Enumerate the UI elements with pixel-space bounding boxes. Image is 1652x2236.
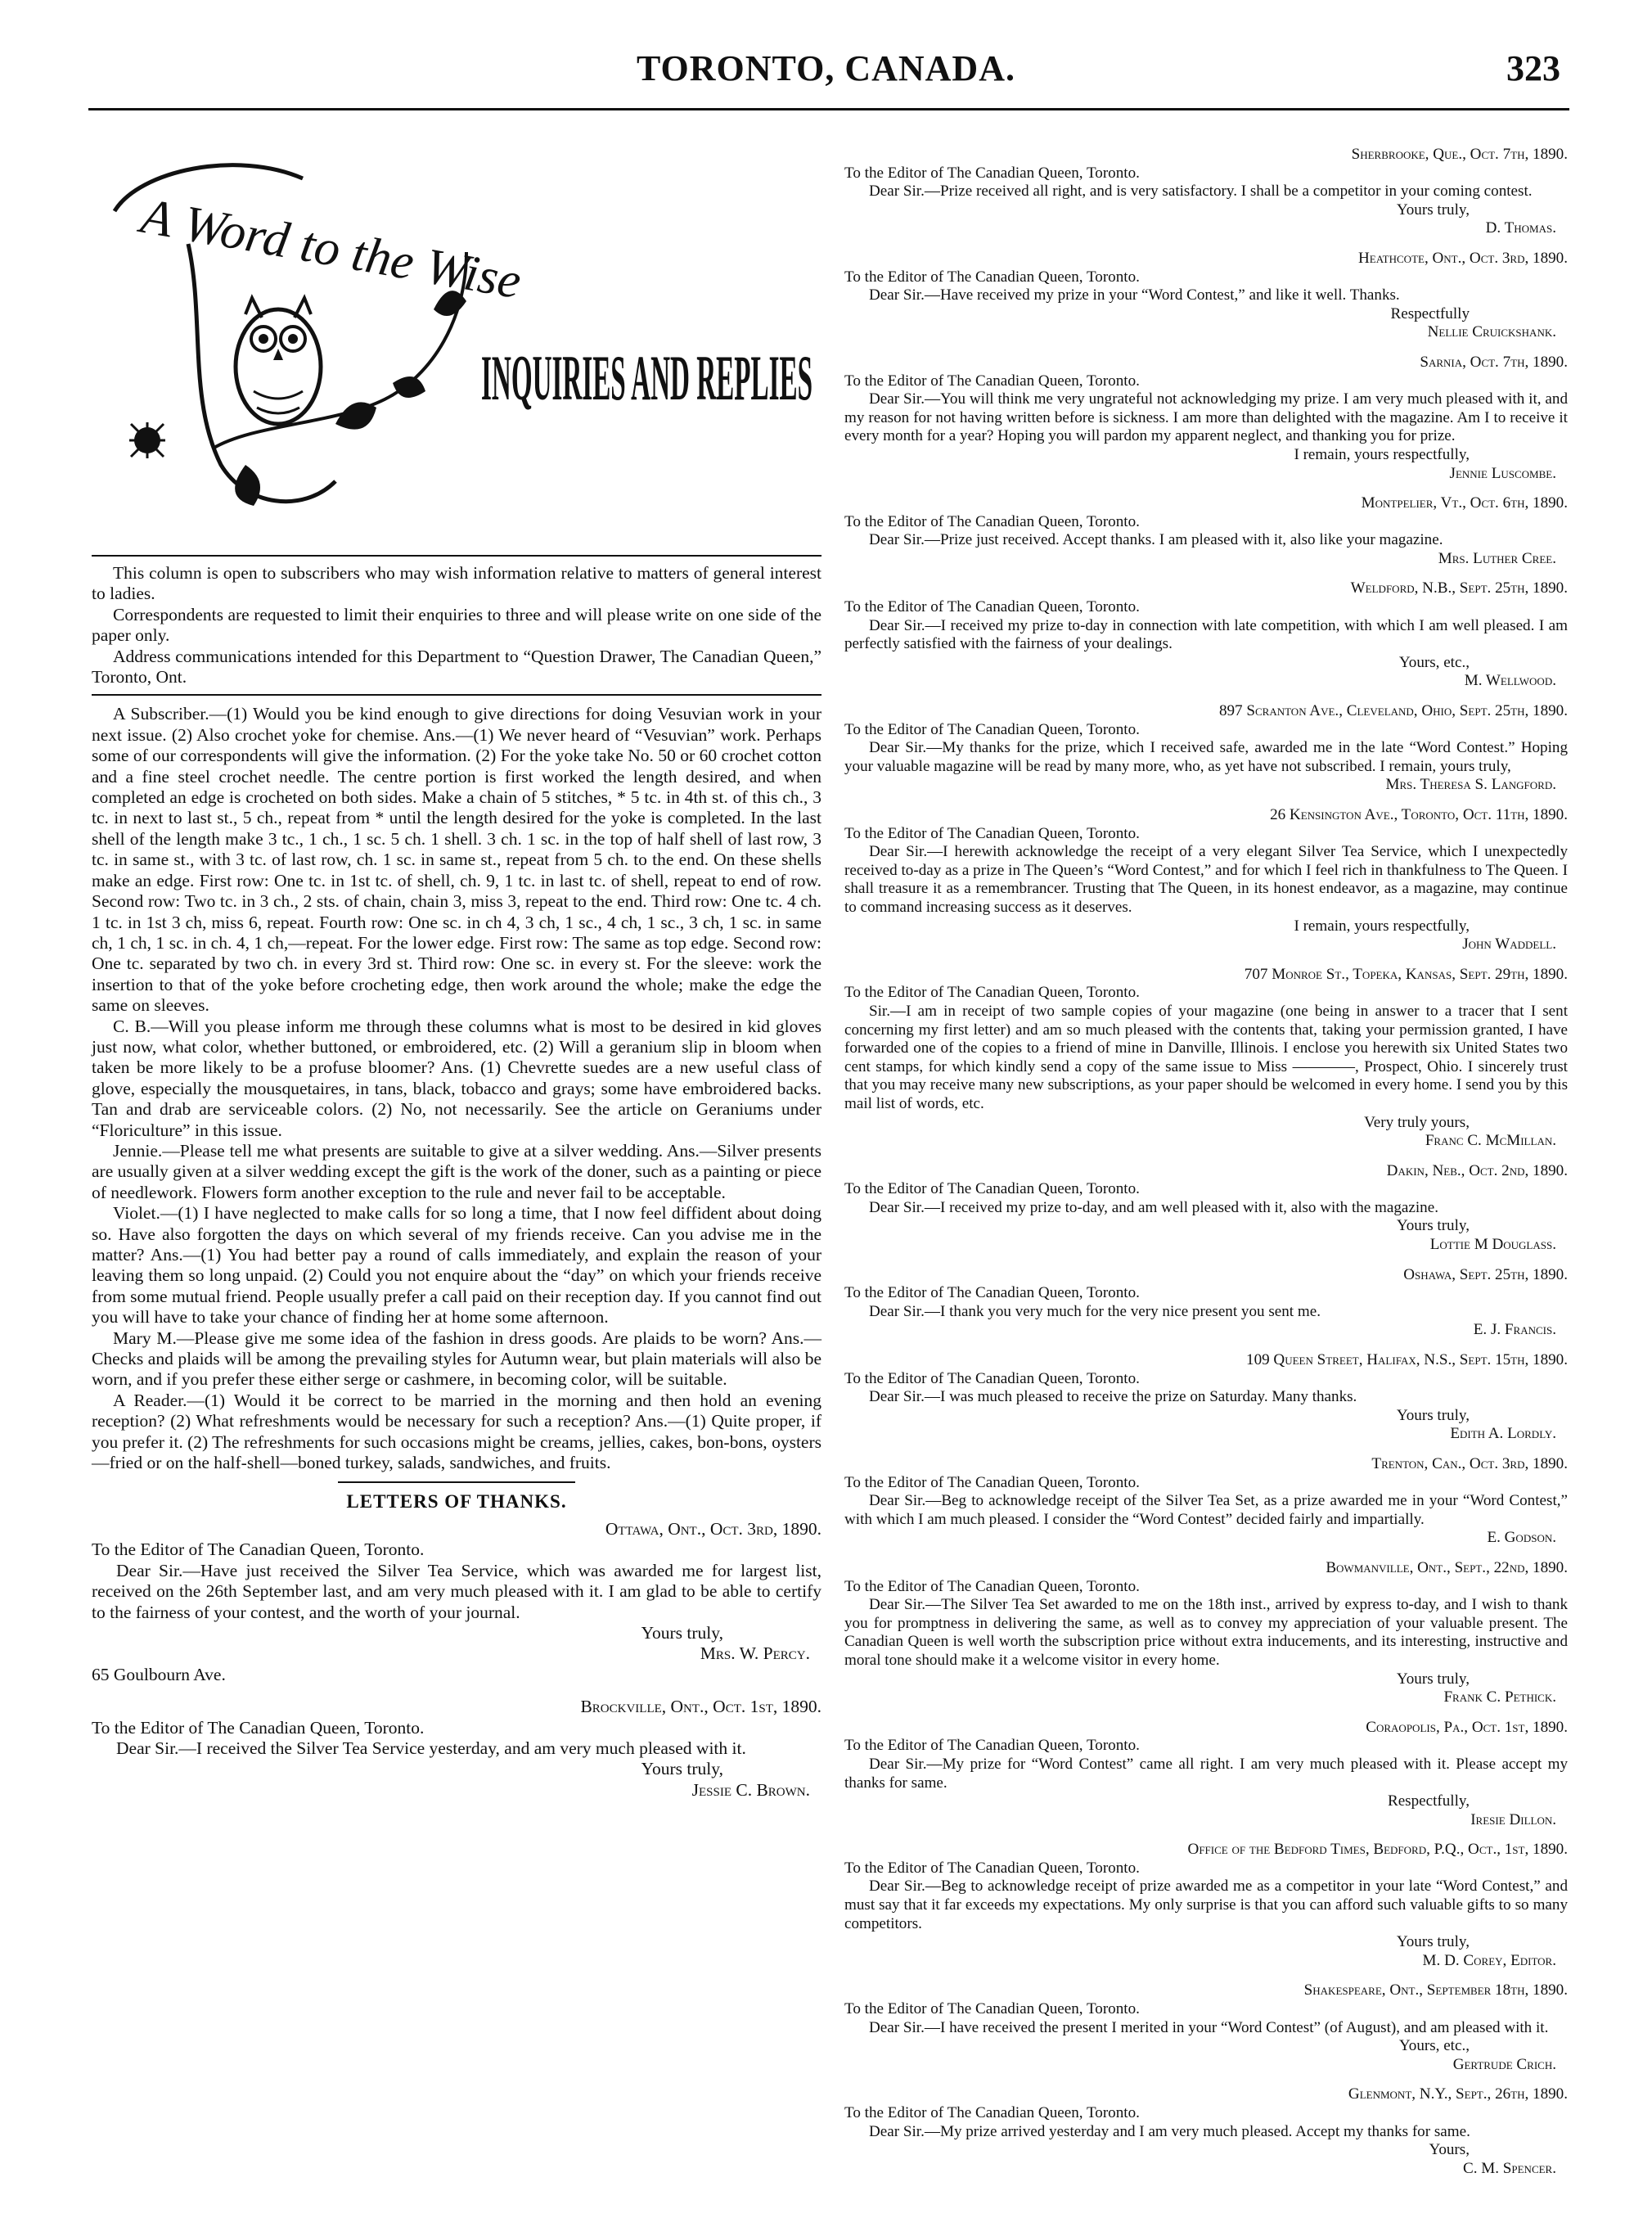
letter-body: Dear Sir.—Prize received all right, and is very satisfactory. I shall be a competitor in your coming contest. (869, 183, 1533, 201)
letter (844, 579, 1568, 691)
letter-signature: Nellie Cruickshank. (1427, 323, 1556, 341)
letters-heading: LETTERS OF THANKS. (346, 1491, 567, 1512)
letter (92, 1519, 821, 1685)
letter (844, 354, 1568, 483)
letter-place-date: Office of the Bedford Times, Bedford, P.Q., Oct., 1st, 1890. (1187, 1841, 1568, 1859)
letter-salutation-line: To the Editor of The Canadian Queen, Toronto. (844, 824, 1140, 842)
letter-body: Dear Sir.—My prize for “Word Contest” came all right. I am very much pleased with it. Please accept my thanks for same. (844, 1755, 1568, 1792)
letter-place-date: Trenton, Can., Oct. 3rd, 1890. (1371, 1455, 1568, 1472)
letter-salutation-line: To the Editor of The Canadian Queen, Toronto. (844, 720, 1140, 738)
letter-body: Dear Sir.—I received my prize to-day in connection with late competition, with which I am well pleased. I am perfectly satisfied with the fairness of your dealings. (844, 616, 1568, 653)
letter-place-date: Brockville, Ont., Oct. 1st, 1890. (580, 1697, 821, 1717)
inquiry-item: C. B.—Will you please inform me through these columns what is most to be desired in kid gloves just now, what color, whether buttoned, or embroidered, etc. (2) Will a geranium slip in bloom when taken be more likely to be a profuse bloomer? Ans. (1) Chevrette suedes are a new useful class of glove, especially the mousquetaires, in tans, black, tobacco and grays; some have embroidered backs. Tan and drab are serviceable colors. (2) No, not necessarily. See the article on Geraniums under “Floriculture” in this issue. (92, 1016, 821, 1140)
letter-signature: C. M. Spencer. (1462, 2159, 1556, 2177)
letter-closing: Respectfully, (1387, 1792, 1470, 1810)
letter-salutation-line: To the Editor of The Canadian Queen, Toronto. (844, 1369, 1140, 1387)
letter-closing: Yours, (1429, 2141, 1470, 2159)
owl-icon (236, 298, 321, 424)
letter-place-date: 707 Monroe St., Topeka, Kansas, Sept. 29th, 1890. (1244, 965, 1568, 983)
header-rule (88, 108, 1569, 110)
letter-signature: D. Thomas. (1485, 219, 1556, 237)
letter-closing: Yours truly, (1396, 201, 1470, 219)
letters-right-list (844, 146, 1568, 2178)
letter (844, 702, 1568, 795)
letter-salutation-line: To the Editor of The Canadian Queen, Toronto. (844, 1859, 1140, 1877)
letter-place-date: Ottawa, Ont., Oct. 3rd, 1890. (605, 1518, 821, 1539)
letter-place-date: Montpelier, Vt., Oct. 6th, 1890. (1361, 494, 1568, 512)
letter-body: Dear Sir.—I was much pleased to receive the prize on Saturday. Many thanks. (869, 1388, 1357, 1406)
letter-place-date: Shakespeare, Ont., September 18th, 1890. (1303, 1981, 1568, 1999)
letter-place-date: Glenmont, N.Y., Sept., 26th, 1890. (1348, 2085, 1568, 2103)
letter-place-date: Sarnia, Oct. 7th, 1890. (1420, 353, 1568, 371)
letter-closing: Yours, etc., (1398, 2037, 1470, 2055)
letter-signature: E. J. Francis. (1473, 1321, 1556, 1339)
letter-signature: Gertrude Crich. (1452, 2055, 1556, 2073)
letter-salutation-line: To the Editor of The Canadian Queen, Toronto. (844, 1284, 1140, 1302)
letter-signature: Iresie Dillon. (1470, 1810, 1556, 1828)
letter-body: Dear Sir.—My prize arrived yesterday and I am very much pleased. Accept my thanks for same. (869, 2122, 1470, 2140)
letter-place-date: Bowmanville, Ont., Sept., 22nd, 1890. (1326, 1558, 1568, 1576)
letter-closing: Yours truly, (641, 1622, 723, 1643)
letter-signature: Jessie C. Brown. (691, 1779, 810, 1800)
letter-body: Dear Sir.—Have received my prize in your “Word Contest,” and like it well. Thanks. (869, 286, 1400, 304)
letter-salutation-line: To the Editor of The Canadian Queen, Toronto. (844, 268, 1140, 286)
letters-left-list (92, 1519, 821, 1801)
letter (844, 250, 1568, 342)
divider-rule (338, 1481, 575, 1483)
letter-signature: M. Wellwood. (1464, 672, 1556, 690)
letter (844, 806, 1568, 954)
letter-salutation-line: To the Editor of The Canadian Queen, Toronto. (844, 164, 1140, 182)
letter-body: Dear Sir.—Beg to acknowledge receipt of prize awarded me as a competitor in your late “Word Contest,” and must say that it far exceeds my expectations. My only surprise is that you can afford such valuable gifts to so many competitors. (844, 1878, 1568, 1932)
inquiries-and-replies-logo (90, 154, 817, 530)
letter-body: Dear Sir.—Beg to acknowledge receipt of the Silver Tea Set, as a prize awarded me in your “Word Contest,” with which I am much pleased. I consider the “Word Contest” decided fairly and impartially. (844, 1492, 1568, 1528)
letter-body: Dear Sir.—Prize just received. Accept thanks. I am pleased with it, also like your magazine. (869, 531, 1443, 549)
right-column (844, 146, 1568, 2189)
letter (844, 1981, 1568, 2074)
letter-salutation-line: To the Editor of The Canadian Queen, Toronto. (92, 1540, 425, 1560)
letter-salutation-line: To the Editor of The Canadian Queen, Toronto. (844, 984, 1140, 1002)
letter-closing: Very truly yours, (1364, 1113, 1470, 1131)
letter (844, 1266, 1568, 1340)
letter-closing: Yours truly, (1396, 1933, 1470, 1951)
letter (844, 1559, 1568, 1707)
letter-signature: M. D. Corey, Editor. (1422, 1951, 1556, 1969)
letter-salutation-line: To the Editor of The Canadian Queen, Toronto. (844, 1180, 1140, 1198)
letter-body: Dear Sir.—I herewith acknowledge the receipt of a very elegant Silver Tea Service, which I unexpectedly received to-day as a prize in The Queen’s “Word Contest,” and for which I feel rich in thankfulness to The Queen. I shall treasure it as a remembrancer. Trusting that The Queen, in its honest endeavor, as a magazine, may continue to command increasing success as it deserves. (844, 843, 1568, 916)
inquiries-list (92, 704, 821, 1473)
inquiry-item: Violet.—(1) I have neglected to make calls for so long a time, that I now feel diffident about doing so. Have also forgotten the days on which several of my friends receive. Can you advise me in the matter? Ans.—(1) You had better pay a round of calls immediately, and explain the reason of your leaving them so long unpaid. (2) Could you not enquire about the “day” on which your friends receive from some mutual friend. People usually prefer a call paid on their reception day. If you cannot find out you will have to take your chance of finding her at home some afternoon. (92, 1203, 821, 1328)
letter-closing: Respectfully (1390, 304, 1470, 322)
letter-salutation-line: To the Editor of The Canadian Queen, Toronto. (844, 372, 1140, 390)
letter-place-date: 109 Queen Street, Halifax, N.S., Sept. 15th, 1890. (1246, 1351, 1568, 1369)
letter-salutation-line: To the Editor of The Canadian Queen, Toronto. (844, 1577, 1140, 1595)
letter-signature: Jennie Luscombe. (1449, 464, 1556, 482)
letter-signature: John Waddell. (1462, 935, 1556, 953)
letter (844, 146, 1568, 238)
letter-body: Dear Sir.—You will think me very ungrateful not acknowledging my prize. I am very much pleased with it, and my reason for not having written before is sickness. I am more than delighted with the magazine. Am I to receive it every month for a year? Hoping you will pardon my apparent neglect, and thanking you for prize. (844, 390, 1568, 445)
inquiry-item: Mary M.—Please give me some idea of the fashion in dress goods. Are plaids to be worn? Ans.—Checks and plaids will be among the prevailing styles for Autumn wear, but plain materials will also be worn, and if you prefer these either serge or cashmere, in becoming color, will be suitable. (92, 1328, 821, 1390)
letter-body: Sir.—I am in receipt of two sample copies of your magazine (one being in answer to a tracer that I sent concerning my first letter) and am so much pleased with the contents that, taking your permission granted, I have forwarded one of the copies to a friend of mine in Danville, Illinois. I enclose you herewith six United States two cent stamps, for which kindly send a copy of the same issue to Miss ————, Prospect, Ohio. I sincerely trust that you may receive many new subscriptions, as your paper should be welcomed in every home. I send you by this mail list of words, etc. (844, 1002, 1568, 1112)
letter-closing: Yours truly, (1396, 1217, 1470, 1235)
letter-salutation-line: To the Editor of The Canadian Queen, Toronto. (844, 512, 1140, 530)
letter-salutation-line: To the Editor of The Canadian Queen, Toronto. (844, 2104, 1140, 2121)
letter-closing: Yours, etc., (1398, 653, 1470, 671)
intro-paragraph: Correspondents are requested to limit their enquiries to three and will please write on one side of the paper only. (92, 604, 821, 646)
letter-closing: Yours truly, (1396, 1670, 1470, 1688)
letter-body: Dear Sir.—I received my prize to-day, and am well pleased with it, also with the magazine. (869, 1198, 1438, 1216)
letter-place-date: Weldford, N.B., Sept. 25th, 1890. (1350, 579, 1568, 597)
letter-salutation-line: To the Editor of The Canadian Queen, Toronto. (92, 1717, 425, 1738)
divider-rule (92, 694, 821, 696)
column-intro (92, 563, 821, 687)
letter-signature: E. Godson. (1487, 1529, 1556, 1547)
letter-signature: Mrs. Theresa S. Langford. (1385, 776, 1556, 794)
letter-body: Dear Sir.—The Silver Tea Set awarded to me on the 18th inst., arrived by express to-day, and I wish to thank you for promptness in delivering the same, as well as to convey my appreciation of your valuable present. The Canadian Queen is well worth the subscription price without extra inducements, and its interesting, instructive and moral tone should make it a welcome visitor in every home. (844, 1596, 1568, 1669)
inquiry-item: Jennie.—Please tell me what presents are suitable to give at a silver wedding. Ans.—Silver presents are usually given at a silver wedding except the gift is the work of the doner, such as a painting or piece of needlework. Flowers form another exception to the rule and never fail to be acceptable. (92, 1140, 821, 1202)
page-number: 323 (1506, 48, 1560, 88)
letter-signature: Mrs. W. Percy. (700, 1643, 810, 1664)
letter (844, 1351, 1568, 1444)
logo-text-word: A Word to the Wise (137, 187, 525, 310)
running-header (0, 47, 1652, 97)
spider-icon (129, 422, 165, 458)
letter (844, 966, 1568, 1151)
letter-body: Dear Sir.—I have received the present I merited in your “Word Contest” (of August), and am pleased with it. (869, 2018, 1549, 2036)
letter-signature: Mrs. Luther Cree. (1438, 549, 1556, 567)
letter-place-date: 897 Scranton Ave., Cleveland, Ohio, Sept. 25th, 1890. (1218, 702, 1568, 720)
letter-signature: Edith A. Lordly. (1450, 1425, 1556, 1443)
letter (844, 1162, 1568, 1255)
letter-place-date: Sherbrooke, Que., Oct. 7th, 1890. (1351, 146, 1568, 163)
letter-address: 65 Goulbourn Ave. (92, 1664, 226, 1684)
letter-closing: Yours truly, (1396, 1406, 1470, 1424)
letter (844, 494, 1568, 568)
letter-body: Dear Sir.—Have just received the Silver Tea Service, which was awarded me for largest list, received on the 26th September last, and am very much pleased with it. I am glad to be able to certify to the fairness of your contest, and the worth of your journal. (92, 1560, 821, 1622)
letter-signature: Lottie M Douglass. (1429, 1236, 1556, 1254)
letter-salutation-line: To the Editor of The Canadian Queen, Toronto. (844, 598, 1140, 616)
letter-closing: Yours truly, (641, 1759, 723, 1779)
inquiry-item: A Subscriber.—(1) Would you be kind enough to give directions for doing Vesuvian work in your next issue. (2) Also crochet yoke for chemise. Ans.—(1) We never heard of “Vesuvian” work. Perhaps some of our correspondents will give the information. (2) For the yoke take No. 50 or 60 crochet cotton and a fine steel crochet needle. The centre portion is first worked the length desired, and when completed an edge is crocheted on both sides. Make a chain of 5 stitches, * 5 tc. in 4th st. of this ch., 3 tc. in next to last st., 5 ch., repeat from * until the length desired for the yoke is completed. In the last shell of the length make 3 tc., 1 ch., 1 sc. 5 ch. 1 shell. 3 ch. 1 sc. in the top of half shell of last row, 3 tc. in same st., with 3 tc. of last row, ch. 1 sc. in same st., repeat from 5 ch. to the end. On these shells make an edge. First row: One tc. in 1st tc. of shell, ch. 9, 1 tc. in last tc. of shell, repeat to end of row. Second row: Two tc. in 3 ch., 2 sts. of chain, chain 3, miss 3, repeat to the end. Third row: One tc. 4 ch. 1 tc. in 1st 3 ch, miss 6, repeat. Fourth row: One sc. in ch 4, 3 ch, 1 sc., 4 ch, 1 sc., 3 ch, 1 sc. in same ch, 1 ch, 1 sc. in ch. 4, 1 ch,—repeat. For the lower edge. First row: The same as top edge. Second row: One tc. separated by two ch. in every 3rd st. Third row: One sc. in every st. For the sleeve: work the insertion to that of the yoke before crocheting edge, then work around the whole; make the edge the same on sleeves. (92, 704, 821, 1016)
letter (844, 1841, 1568, 1970)
letter-salutation-line: To the Editor of The Canadian Queen, Toronto. (844, 1737, 1140, 1755)
divider-rule (92, 555, 821, 557)
letter (844, 1719, 1568, 1830)
letter-place-date: Oshawa, Sept. 25th, 1890. (1403, 1265, 1568, 1283)
letter-closing: I remain, yours respectfully, (1294, 917, 1470, 935)
inquiry-item: A Reader.—(1) Would it be correct to be married in the morning and then hold an evening reception? (2) What refreshments would be necessary for such a reception? Ans.—(1) Quite proper, if you prefer it. (2) The refreshments for such occasions might be creams, jellies, cakes, bon-bons, oysters—fried or on the half-shell—boned turkey, salads, sandwiches, and fruits. (92, 1390, 821, 1473)
letter-salutation-line: To the Editor of The Canadian Queen, Toronto. (844, 1473, 1140, 1491)
letter-place-date: Heathcote, Ont., Oct. 3rd, 1890. (1358, 249, 1568, 267)
letter-body: Dear Sir.—I thank you very much for the very nice present you sent me. (869, 1302, 1321, 1320)
letter-signature: Franc C. McMillan. (1425, 1132, 1556, 1150)
letter-closing: I remain, yours respectfully, (1294, 445, 1470, 463)
left-column (92, 555, 821, 1812)
letter (844, 2085, 1568, 2178)
letter-salutation-line: To the Editor of The Canadian Queen, Toronto. (844, 2000, 1140, 2018)
page-header-title: TORONTO, CANADA. (637, 48, 1015, 88)
letter (92, 1697, 821, 1801)
intro-paragraph: This column is open to subscribers who may wish information relative to matters of general interest to ladies. (92, 563, 821, 604)
intro-paragraph: Address communications intended for this Department to “Question Drawer, The Canadian Queen,” Toronto, Ont. (92, 646, 821, 687)
letter-body: Dear Sir.—I received the Silver Tea Service yesterday, and am very much pleased with it. (116, 1738, 746, 1758)
letter-place-date: Dakin, Neb., Oct. 2nd, 1890. (1386, 1161, 1568, 1179)
letter-place-date: Coraopolis, Pa., Oct. 1st, 1890. (1366, 1718, 1568, 1736)
letter-place-date: 26 Kensington Ave., Toronto, Oct. 11th, 1890. (1270, 806, 1568, 823)
logo-text-title: INQUIRIES AND REPLIES (481, 342, 812, 413)
letter-signature: Frank C. Pethick. (1443, 1688, 1556, 1706)
letter (844, 1455, 1568, 1548)
letter-body: Dear Sir.—My thanks for the prize, which I received safe, awarded me in the late “Word Contest.” Hoping your valuable magazine will be read by many more, who, as yet have not subscribed. I remain, yours truly, (844, 739, 1568, 775)
